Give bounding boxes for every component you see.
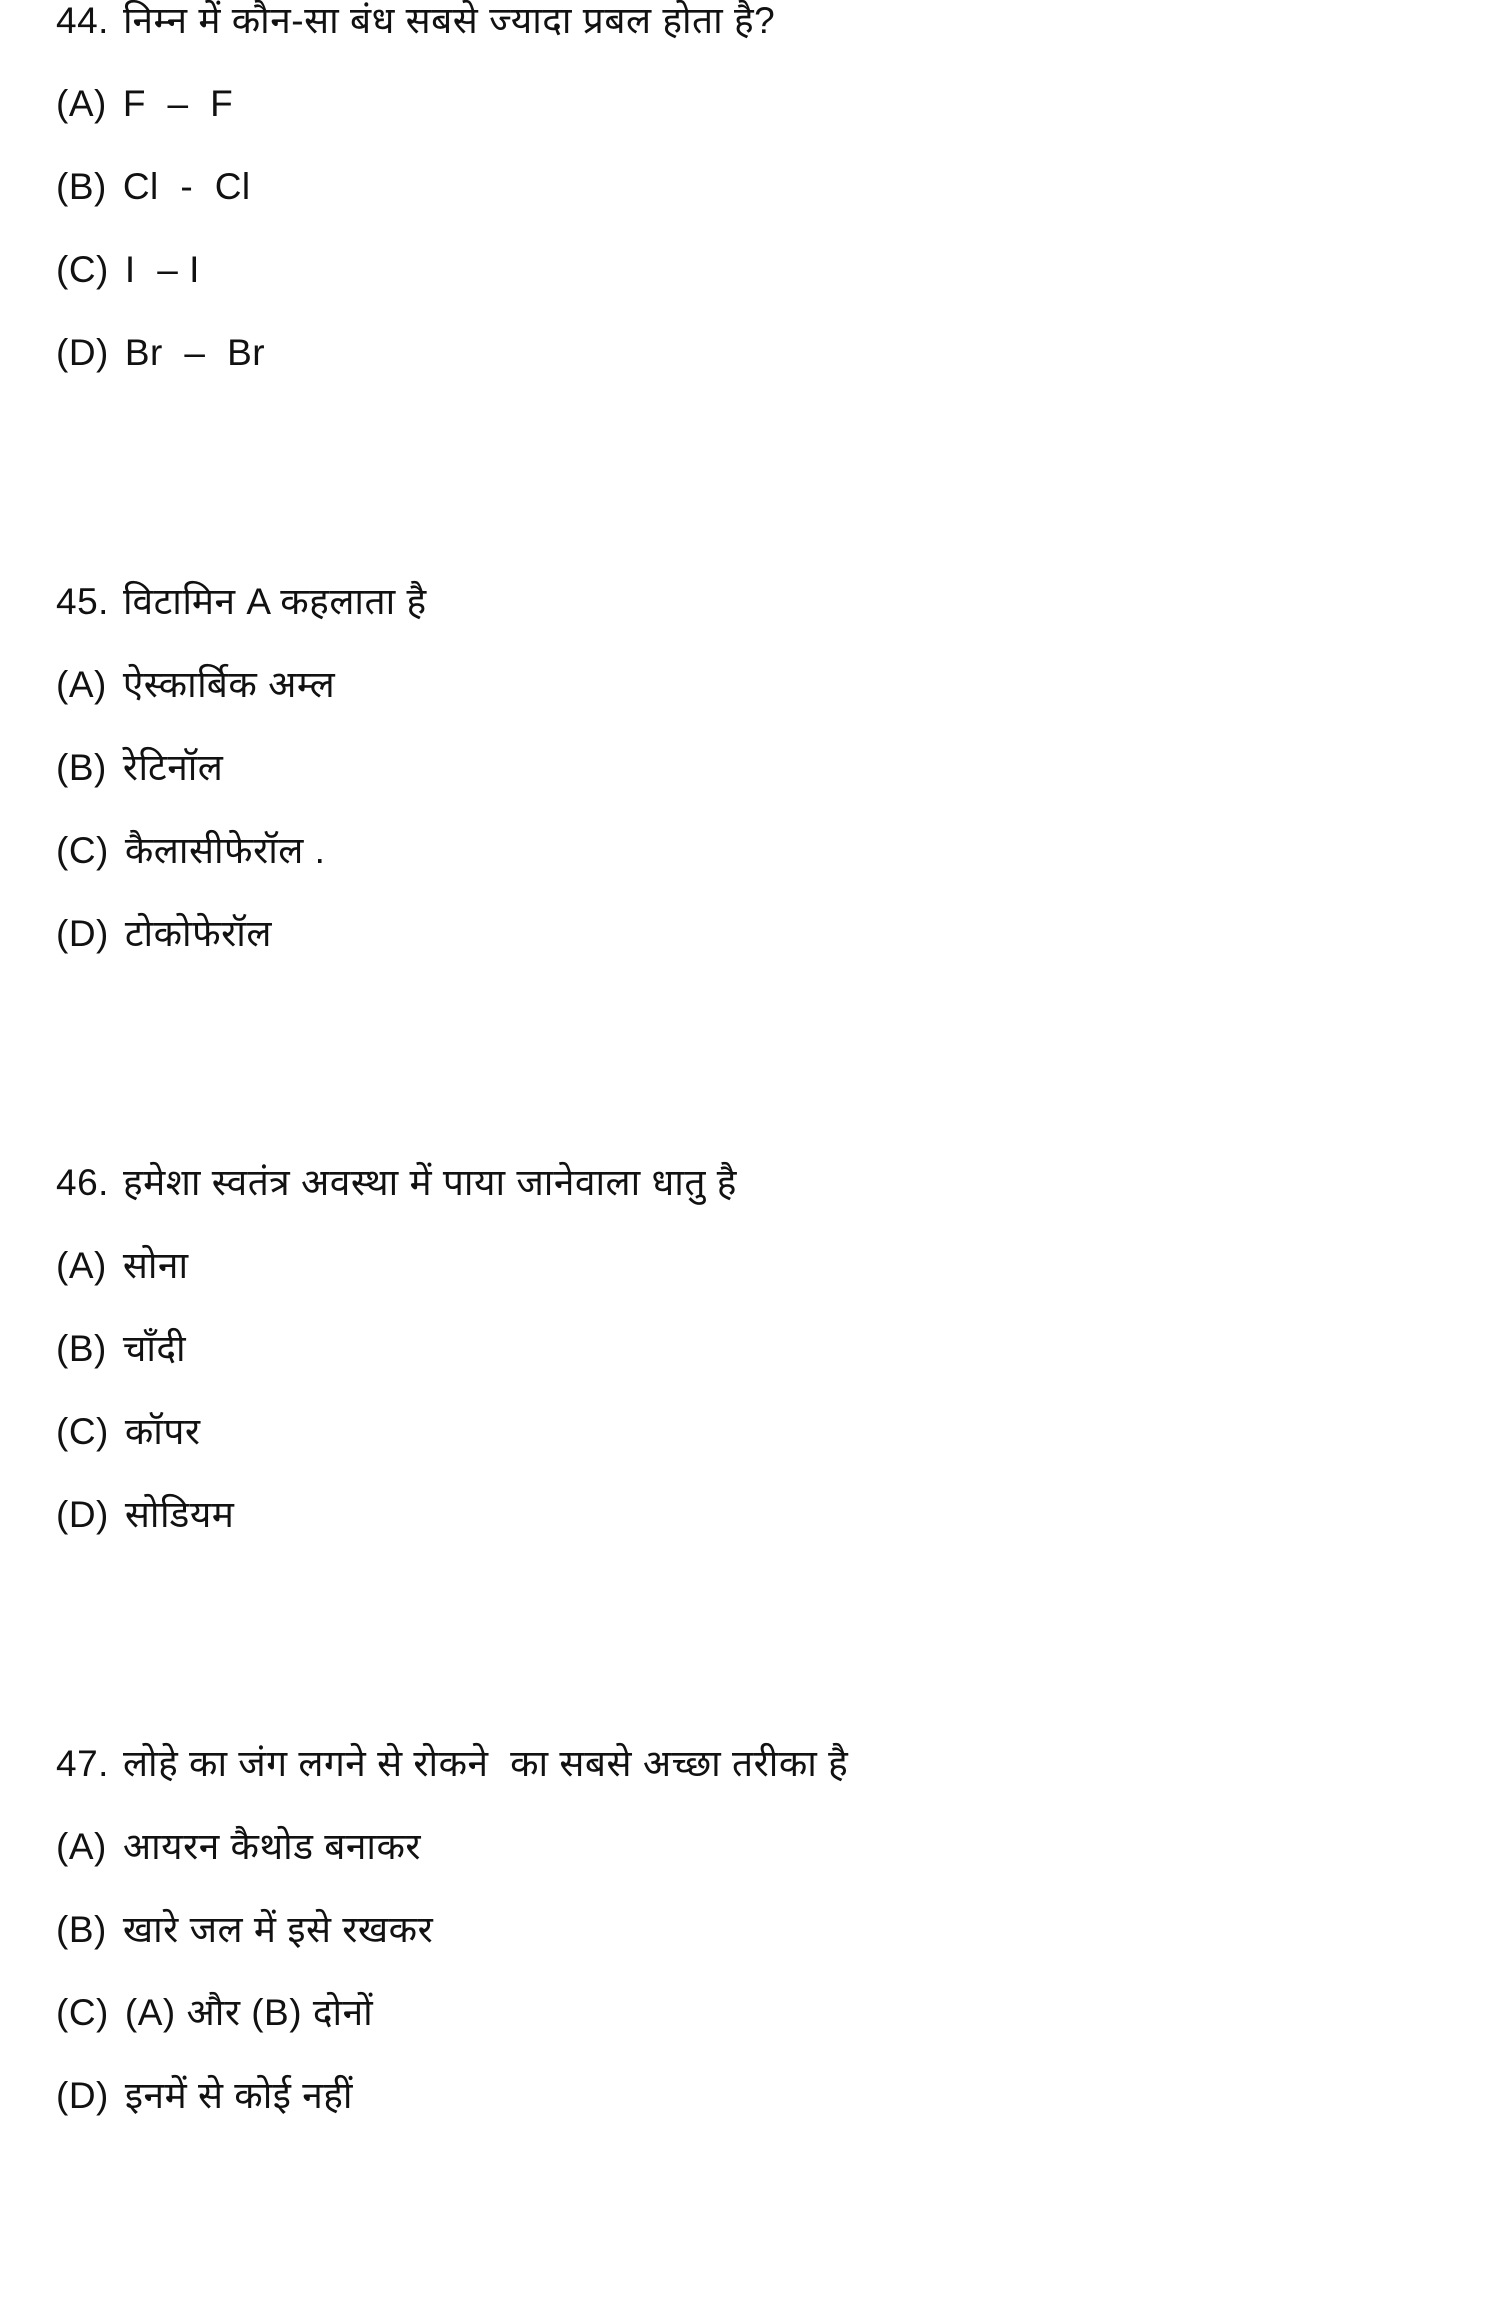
option-text: कैलासीफेरॉल . <box>124 830 326 871</box>
option-c[interactable] <box>56 1971 848 2054</box>
question-number: 46. <box>56 1162 109 1203</box>
option-text: आयरन कैथोड बनाकर <box>122 1826 422 1867</box>
option-text: खारे जल में इसे रखकर <box>122 1909 434 1950</box>
option-text: चाँदी <box>122 1328 187 1369</box>
question-stem <box>56 1722 848 1805</box>
option-a[interactable] <box>56 62 848 145</box>
option-c[interactable] <box>56 1390 848 1473</box>
question-number: 45. <box>56 581 109 622</box>
option-label: (B) <box>56 166 107 207</box>
option-text: कॉपर <box>124 1411 201 1452</box>
option-d[interactable] <box>56 892 848 975</box>
question-47 <box>56 1722 848 2137</box>
option-text: Cl - Cl <box>122 166 251 207</box>
option-a[interactable] <box>56 1805 848 1888</box>
option-d[interactable] <box>56 2054 848 2137</box>
option-label: (A) <box>56 664 107 705</box>
question-number: 44. <box>56 0 109 41</box>
option-c[interactable] <box>56 809 848 892</box>
question-sheet <box>56 0 848 2303</box>
option-label: (D) <box>56 332 109 373</box>
option-label: (D) <box>56 1494 109 1535</box>
option-d[interactable] <box>56 311 848 394</box>
question-stem <box>56 1141 848 1224</box>
option-text: टोकोफेरॉल <box>124 913 272 954</box>
option-text: ऐस्कार्बिक अम्ल <box>122 664 336 705</box>
option-a[interactable] <box>56 643 848 726</box>
question-number: 47. <box>56 1743 109 1784</box>
option-text: Br – Br <box>124 332 266 373</box>
option-label: (A) <box>56 1826 107 1867</box>
option-label: (C) <box>56 249 109 290</box>
option-label: (B) <box>56 747 107 788</box>
option-label: (B) <box>56 1328 107 1369</box>
option-c[interactable] <box>56 228 848 311</box>
option-b[interactable] <box>56 145 848 228</box>
question-text: हमेशा स्वतंत्र अवस्था में पाया जानेवाला धातु है <box>122 1162 737 1203</box>
option-label: (C) <box>56 1411 109 1452</box>
question-text: विटामिन A कहलाता है <box>122 581 427 622</box>
option-label: (C) <box>56 830 109 871</box>
question-text: लोहे का जंग लगने से रोकने का सबसे अच्छा तरीका है <box>122 1743 849 1784</box>
option-label: (B) <box>56 1909 107 1950</box>
question-44 <box>56 0 848 394</box>
question-46 <box>56 1141 848 1556</box>
option-label: (D) <box>56 913 109 954</box>
option-b[interactable] <box>56 1888 848 1971</box>
option-text: F – F <box>122 83 234 124</box>
question-text: निम्न में कौन-सा बंध सबसे ज्यादा प्रबल होता है? <box>122 0 776 41</box>
question-stem <box>56 0 848 62</box>
option-text: सोडियम <box>124 1494 235 1535</box>
option-text: (A) और (B) दोनों <box>124 1992 374 2033</box>
option-label: (A) <box>56 1245 107 1286</box>
option-b[interactable] <box>56 726 848 809</box>
option-text: सोना <box>122 1245 189 1286</box>
option-text: रेटिनॉल <box>122 747 224 788</box>
option-label: (A) <box>56 83 107 124</box>
option-b[interactable] <box>56 1307 848 1390</box>
question-45 <box>56 560 848 975</box>
option-d[interactable] <box>56 1473 848 1556</box>
option-a[interactable] <box>56 1224 848 1307</box>
option-label: (C) <box>56 1992 109 2033</box>
option-label: (D) <box>56 2075 109 2116</box>
option-text: I – I <box>124 249 200 290</box>
option-text: इनमें से कोई नहीं <box>124 2075 353 2116</box>
question-stem <box>56 560 848 643</box>
